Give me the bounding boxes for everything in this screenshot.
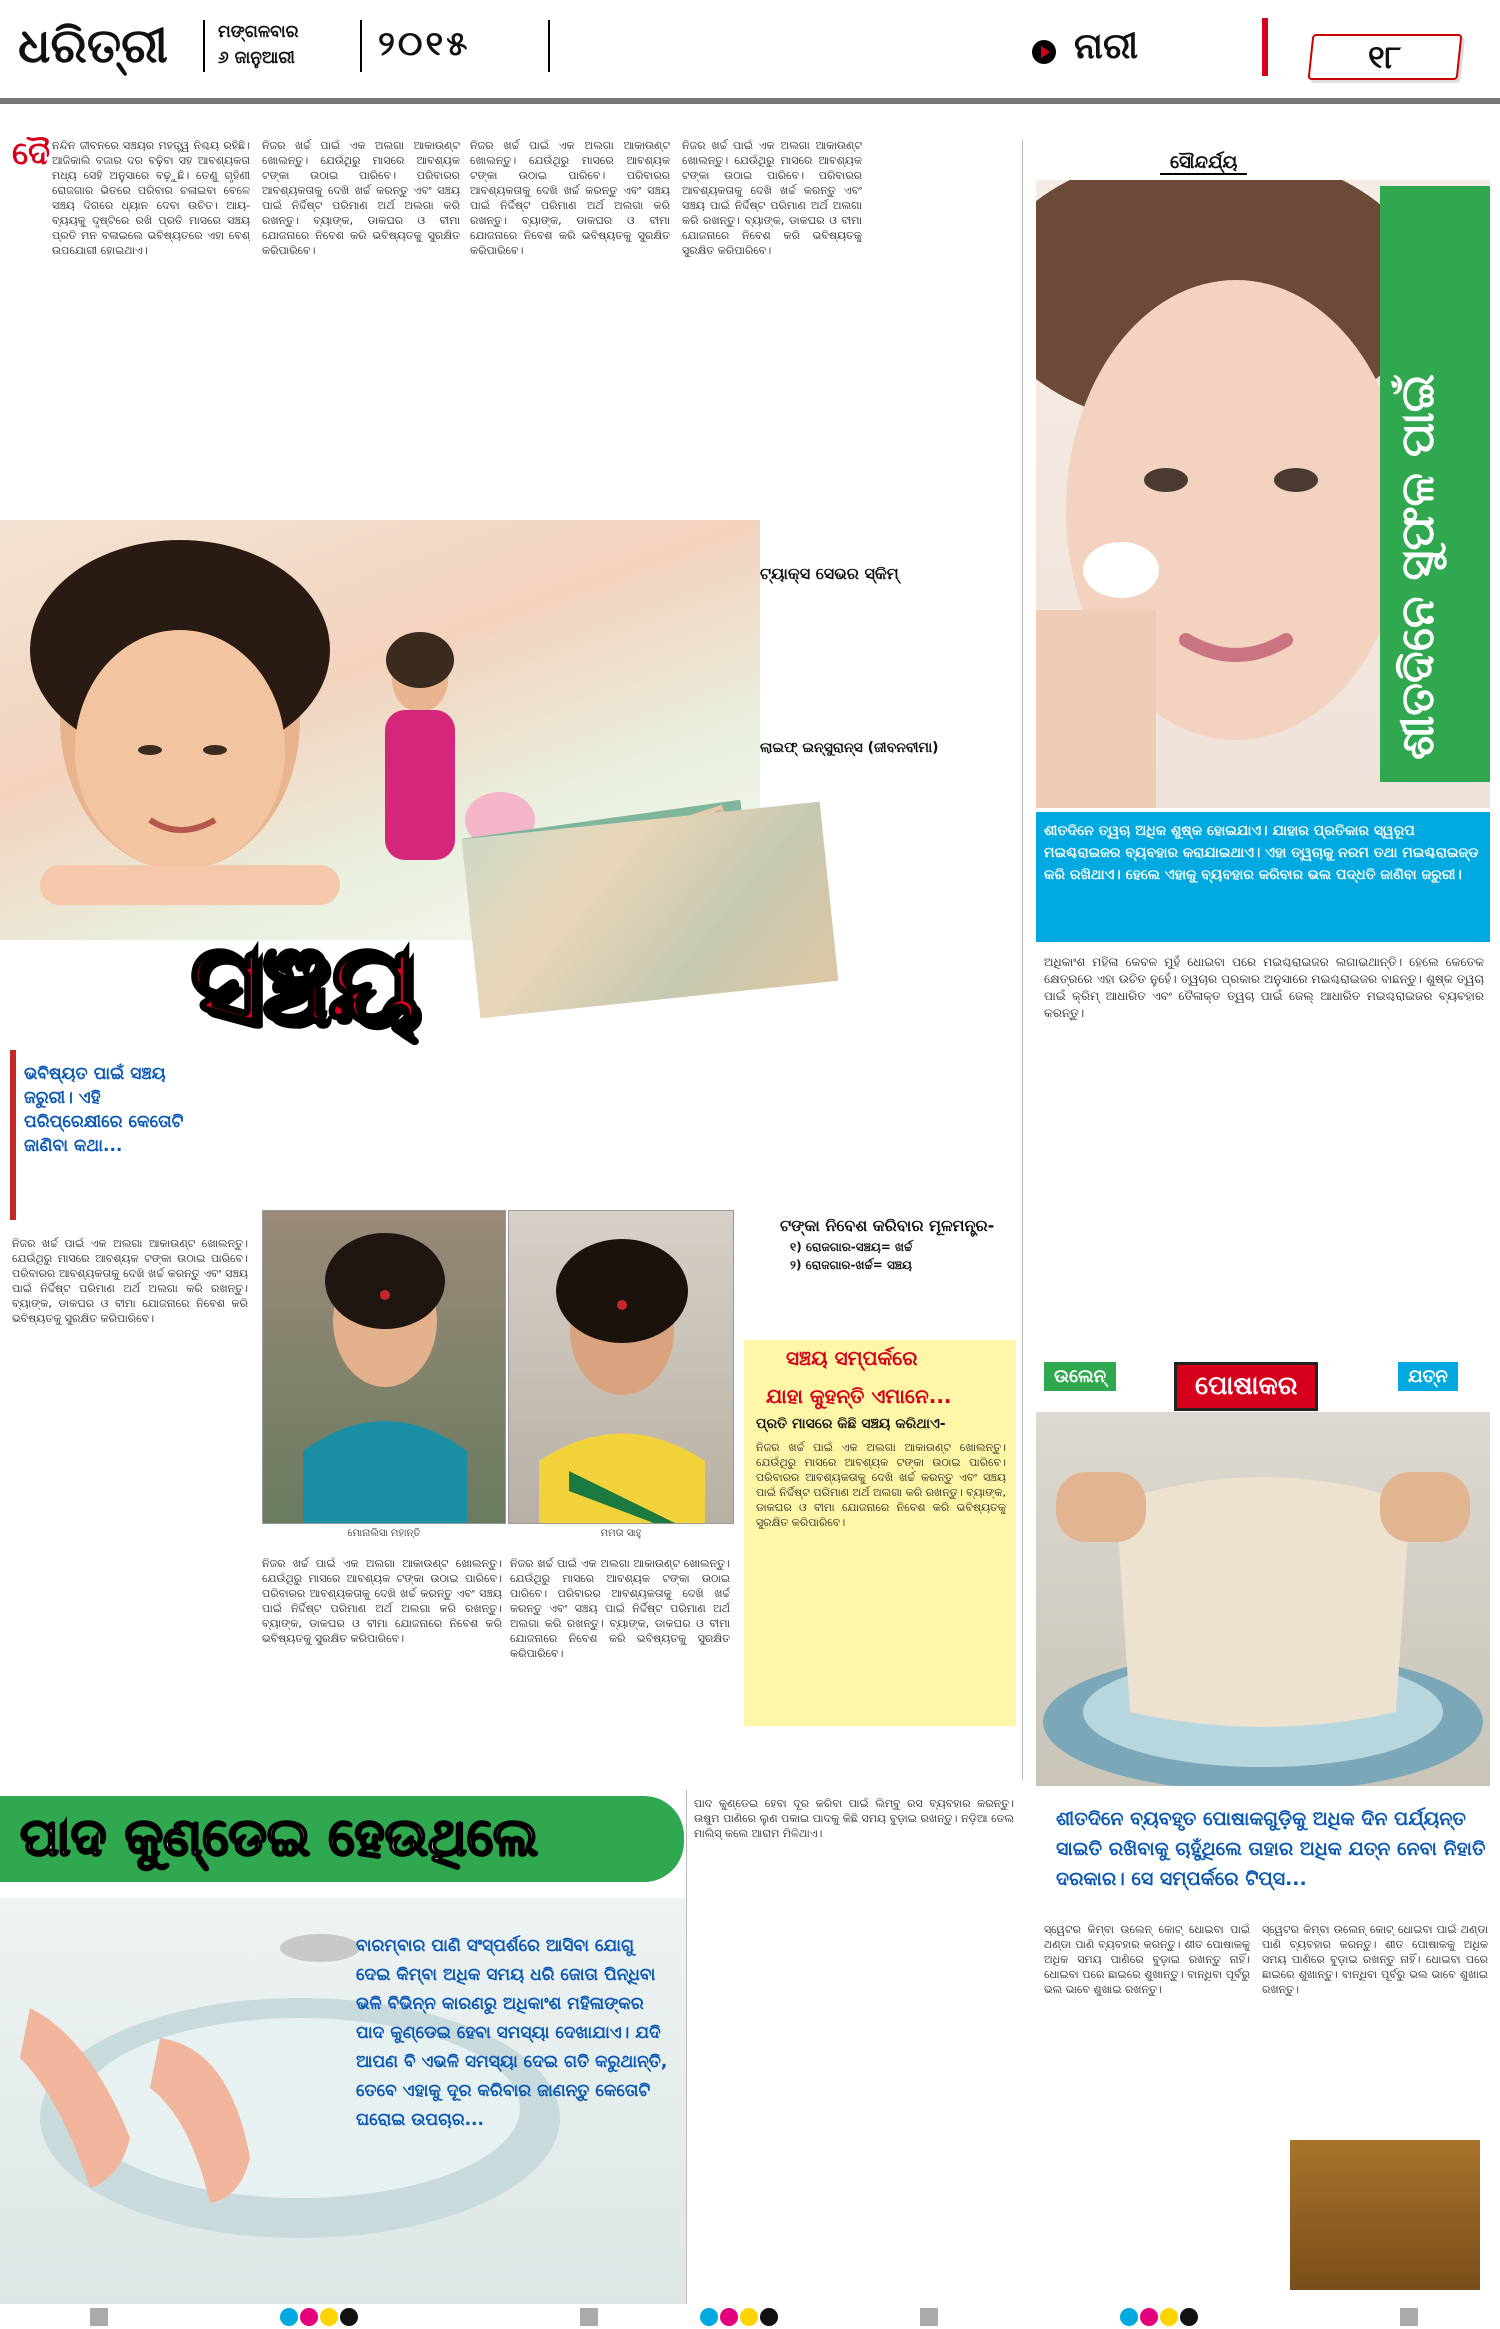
grey-block <box>90 2308 110 2329</box>
woolen-tag-1: ଉଲେନ୍ <box>1044 1362 1116 1391</box>
masthead-divider <box>360 20 362 72</box>
savings-column-4: ନିଜର ଖର୍ଚ୍ଚ ପାଇଁ ଏକ ଅଲଗା ଆକାଉଣ୍ଟ ଖୋଲନ୍ତୁ। ଯେଉଁଥିରୁ ମାସରେ ଆବଶ୍ୟକ ଟଙ୍କା ଉଠାଇ ପାରିବେ। ପରିବାରର ଆବଶ୍ୟକତାକୁ ଦେଖି ଖର୍ଚ୍ଚ କରନ୍ତୁ ଏବଂ ସଞ୍ଚୟ ପାଇଁ ନିର୍ଦ୍ଦିଷ୍ଟ ପରିମାଣ ଅର୍ଥ ଅଲଗା କରି ରଖନ୍ତୁ। ବ୍ୟାଙ୍କ, ଡାକଘର ଓ ବୀମା ଯୋଜନାରେ ନିବେଶ କରି ଭବିଷ୍ୟତକୁ ସୁରକ୍ଷିତ କରିପାରିବେ। <box>682 139 862 257</box>
masthead <box>0 0 1500 104</box>
experts-box-head-2: ଯାହା କୁହନ୍ତି ଏମାନେ... <box>766 1384 952 1408</box>
savings-column-2-lower: ନିଜର ଖର୍ଚ୍ଚ ପାଇଁ ଏକ ଅଲଗା ଆକାଉଣ୍ଟ ଖୋଲନ୍ତୁ। ଯେଉଁଥିରୁ ମାସରେ ଆବଶ୍ୟକ ଟଙ୍କା ଉଠାଇ ପାରିବେ। ପରିବାରର ଆବଶ୍ୟକତାକୁ ଦେଖି ଖର୍ଚ୍ଚ କରନ୍ତୁ ଏବଂ ସଞ୍ଚୟ ପାଇଁ ନିର୍ଦ୍ଦିଷ୍ଟ ପରିମାଣ ଅର୍ଥ ଅଲଗା କରି ରଖନ୍ତୁ। ବ୍ୟାଙ୍କ, ଡାକଘର ଓ ବୀମା ଯୋଜନାରେ ନିବେଶ କରି ଭବିଷ୍ୟତକୁ ସୁରକ୍ଷିତ କରିପାରିବେ। <box>262 1557 502 1645</box>
cmyk-dots <box>1120 2308 1200 2329</box>
woolen-intro: ଶୀତଦିନେ ବ୍ୟବହୃତ ପୋଷାକଗୁଡ଼ିକୁ ଅଧିକ ଦିନ ପର୍ଯ୍ୟନ୍ତ ସାଇତି ରଖିବାକୁ ଚାହୁଁଥିଲେ ତାହାର ଅଧିକ ଯତ୍ନ ନେବା ନିହାତି ଦରକାର। ସେ ସମ୍ପର୍କରେ ଟିପ୍ସ... <box>1056 1808 1486 1890</box>
experts-box-text: ନିଜର ଖର୍ଚ୍ଚ ପାଇଁ ଏକ ଅଲଗା ଆକାଉଣ୍ଟ ଖୋଲନ୍ତୁ। ଯେଉଁଥିରୁ ମାସରେ ଆବଶ୍ୟକ ଟଙ୍କା ଉଠାଇ ପାରିବେ। ପରିବାରର ଆବଶ୍ୟକତାକୁ ଦେଖି ଖର୍ଚ୍ଚ କରନ୍ତୁ ଏବଂ ସଞ୍ଚୟ ପାଇଁ ନିର୍ଦ୍ଦିଷ୍ଟ ପରିମାଣ ଅର୍ଥ ଅଲଗା କରି ରଖନ୍ତୁ। ବ୍ୟାଙ୍କ, ଡାକଘର ଓ ବୀମା ଯୋଜନାରେ ନିବେଶ କରି ଭବିଷ୍ୟତକୁ ସୁରକ୍ଷିତ କରିପାରିବେ। <box>756 1441 1006 1529</box>
mantra-1: ୧) ରୋଜଗାର-ସଞ୍ଚୟ= ଖର୍ଚ୍ଚ <box>790 1240 913 1254</box>
woolen-garment-image <box>1036 1412 1490 1786</box>
woolen-tag-3: ଯତ୍ନ <box>1398 1362 1458 1391</box>
woolen-body-left: ସ୍ୱେଟର କିମ୍ବା ଉଲେନ୍ କୋଟ୍ ଧୋଇବା ପାଇଁ ଥଣ୍ଡା ପାଣି ବ୍ୟବହାର କରନ୍ତୁ। ଶୀତ ପୋଷାକକୁ ଅଧିକ ସମୟ ପାଣିରେ ବୁଡ଼ାଇ ରଖନ୍ତୁ ନାହିଁ। ଧୋଇବା ପରେ ଛାଇରେ ଶୁଖାନ୍ତୁ। ବାନ୍ଧିବା ପୂର୍ବରୁ ଭଲ ଭାବେ ଶୁଖାଇ ରଖନ୍ତୁ। <box>1044 1923 1250 1996</box>
experts-box-lead: ପ୍ରତି ମାସରେ କିଛି ସଞ୍ଚୟ କରିଥାଏ- <box>756 1416 946 1432</box>
feet-body: ପାଦ କୁଣ୍ଡେଇ ହେବା ଦୂର କରିବା ପାଇଁ ଲିମ୍ବୁ ରସ ବ୍ୟବହାର କରନ୍ତୁ। ଉଷୁମ ପାଣିରେ ଲୁଣ ପକାଇ ପାଦକୁ କିଛି ସମୟ ବୁଡ଼ାଇ ରଖନ୍ତୁ। ନଡ଼ିଆ ତେଲ ମାଲିସ୍ କଲେ ଆରାମ ମିଳିଥାଏ। <box>694 1797 1014 1840</box>
column-rule <box>686 1790 687 2304</box>
savings-deck: ଭବିଷ୍ୟତ ପାଇଁ ସଞ୍ଚୟ ଜରୁରୀ। ଏହି ପରିପ୍ରେକ୍ଷୀରେ କେତୋଟି ଜାଣିବା କଥା... <box>24 1064 184 1156</box>
life-insurance-subhead: ଲାଇଫ୍ ଇନ୍ସୁରାନ୍ସ (ଜୀବନବୀମା) <box>760 740 939 756</box>
tax-saver-subhead: ଟ୍ୟାକ୍ସ ସେଭର ସ୍କିମ୍ <box>760 564 899 583</box>
cmyk-dots <box>280 2308 360 2329</box>
feet-deck: ବାରମ୍ବାର ପାଣି ସଂସ୍ପର୍ଶରେ ଆସିବା ଯୋଗୁ ଦେଇ କିମ୍ବା ଅଧିକ ସମୟ ଧରି ଜୋତା ପିନ୍ଧିବା ଭଳି ବିଭିନ୍ନ କାରଣରୁ ଅଧିକାଂଶ ମହିଳାଙ୍କର ପାଦ କୁଣ୍ଡେଇ ହେବା ସମସ୍ୟା ଦେଖାଯାଏ। ଯଦି ଆପଣ ବି ଏଭଳି ସମସ୍ୟା ଦେଇ ଗତି କରୁଥାନ୍ତି, ତେବେ ଏହାକୁ ଦୂର କରିବାର ଜାଣନ୍ତୁ କେତୋଟି ଘରୋଇ ଉପଚାର... <box>356 1936 668 2130</box>
grey-block <box>920 2308 940 2329</box>
investment-mantra-subhead: ଟଙ୍କା ନିବେଶ କରିବାର ମୂଳମନ୍ତ୍ର- <box>780 1216 995 1235</box>
expert-caption-2: ମମତା ସାହୁ <box>600 1528 642 1539</box>
savings-intro: ନନ୍ଦିନ ଜୀବନରେ ସଞ୍ଚୟର ମହତ୍ତ୍ୱ ନିଶ୍ଚୟ ରହିଛି। ଆଜିକାଲି ବଜାର ଦର ବଢ଼ିବା ସହ ଆବଶ୍ୟକତା ମଧ୍ୟ ସେହି ଅନୁସାରେ ବଢ଼ୁଛି। ତେଣୁ ଗୃହିଣୀ ରୋଜଗାର ଭିତରେ ପରିବାର ଚଳାଇବା ବେଳେ ସଞ୍ଚୟ ଦିଗରେ ଧ୍ୟାନ ଦେବା ଉଚିତ। ଆୟ-ବ୍ୟୟକୁ ଦୃଷ୍ଟିରେ ରଖି ପ୍ରତି ମାସରେ ସଞ୍ଚୟ ପ୍ରତି ମନ ବଳାଇଲେ ଭବିଷ୍ୟତରେ ଏହା ବେଶ୍ ଉପଯୋଗୀ ହୋଇଥାଏ। <box>52 139 250 257</box>
print-registration-marks <box>0 2308 1500 2329</box>
woolen-body-right: ସ୍ୱେଟର କିମ୍ବା ଉଲେନ୍ କୋଟ୍ ଧୋଇବା ପାଇଁ ଥଣ୍ଡା ପାଣି ବ୍ୟବହାର କରନ୍ତୁ। ଶୀତ ପୋଷାକକୁ ଅଧିକ ସମୟ ପାଣିରେ ବୁଡ଼ାଇ ରଖନ୍ତୁ ନାହିଁ। ଧୋଇବା ପରେ ଛାଇରେ ଶୁଖାନ୍ତୁ। ବାନ୍ଧିବା ପୂର୍ବରୁ ଭଲ ଭାବେ ଶୁଖାଇ ରଖନ୍ତୁ। <box>1262 1923 1488 1996</box>
logo: ଧରିତ୍ରୀ <box>18 18 168 74</box>
beauty-intro: ଶୀତଦିନେ ତ୍ୱଚା ଅଧିକ ଶୁଷ୍କ ହୋଇଯାଏ। ଯାହାର ପ୍ରତିକାର ସ୍ୱରୂପ ମଇଶ୍ଚରାଇଜର ବ୍ୟବହାର କରାଯାଇଥାଏ। ଏହା ତ୍ୱଚାକୁ ନରମ ତଥା ମଇଶ୍ଚରାଇଜ୍ଡ କରି ରଖିଥାଏ। ହେଲେ ଏହାକୁ ବ୍ୟବହାର କରିବାର ଭଲ ପଦ୍ଧତି ଜାଣିବା ଜରୁରୀ। <box>1036 812 1490 942</box>
expert-caption-1: ମୋନାଲିସା ମହାନ୍ତି <box>347 1528 421 1539</box>
currency-notes-image <box>462 802 839 1019</box>
feet-headline: ପାଦ କୁଣ୍ଡେଇ ହେଉଥିଲେ <box>20 1808 539 1868</box>
section-rule <box>1262 18 1268 76</box>
year-label: ୨୦୧୫ <box>378 24 471 64</box>
beauty-vertical-title: ଶୀତଦିନେ ସୁଫଳ ପାଇଁ <box>1390 374 1444 760</box>
expert-photo-2 <box>508 1210 734 1524</box>
beauty-body: ଅଧିକାଂଶ ମହିଳା କେବଳ ମୁହଁ ଧୋଇବା ପରେ ମଇଶ୍ଚରାଇଜର ଲଗାଇଥାନ୍ତି। ହେଲେ କେତେକ କ୍ଷେତ୍ରରେ ଏହା ଉଚିତ ନୁହେଁ। ତ୍ୱଚାର ପ୍ରକାର ଅନୁସାରେ ମଇଶ୍ଚରାଇଜର ବାଛନ୍ତୁ। ଶୁଷ୍କ ତ୍ୱଚା ପାଇଁ କ୍ରିମ୍ ଆଧାରିତ ଏବଂ ତୈଳାକ୍ତ ତ୍ୱଚା ପାଇଁ ଜେଲ୍ ଆଧାରିତ ମଇଶ୍ଚରାଇଜର ବ୍ୟବହାର କରନ୍ତୁ। <box>1044 955 1484 1020</box>
savings-column-3: ନିଜର ଖର୍ଚ୍ଚ ପାଇଁ ଏକ ଅଲଗା ଆକାଉଣ୍ଟ ଖୋଲନ୍ତୁ। ଯେଉଁଥିରୁ ମାସରେ ଆବଶ୍ୟକ ଟଙ୍କା ଉଠାଇ ପାରିବେ। ପରିବାରର ଆବଶ୍ୟକତାକୁ ଦେଖି ଖର୍ଚ୍ଚ କରନ୍ତୁ ଏବଂ ସଞ୍ଚୟ ପାଇଁ ନିର୍ଦ୍ଦିଷ୍ଟ ପରିମାଣ ଅର୍ଥ ଅଲଗା କରି ରଖନ୍ତୁ। ବ୍ୟାଙ୍କ, ଡାକଘର ଓ ବୀମା ଯୋଜନାରେ ନିବେଶ କରି ଭବିଷ୍ୟତକୁ ସୁରକ୍ଷିତ କରିପାରିବେ। <box>470 139 670 257</box>
date-label: ୬ ଜାନୁଆରୀ <box>218 48 295 68</box>
woolen-tag-2: ପୋଷାକର <box>1174 1362 1318 1411</box>
section-label: ନାରୀ <box>1074 26 1139 67</box>
masthead-divider <box>203 20 205 72</box>
cmyk-dots <box>700 2308 780 2329</box>
savings-drop-cap: ଦୈ <box>12 134 51 172</box>
deck-rule <box>10 1050 16 1220</box>
mantra-2: ୨) ରୋଜଗାର-ଖର୍ଚ୍ଚ= ସଞ୍ଚୟ <box>790 1258 912 1272</box>
play-icon <box>1032 40 1056 64</box>
column-rule <box>1022 140 1023 1780</box>
grey-block <box>580 2308 600 2329</box>
page-number: ୧୮ <box>1368 38 1402 76</box>
masthead-divider <box>548 20 550 72</box>
grey-block <box>1400 2308 1420 2329</box>
experts-box-head-1: ସଞ୍ଚୟ ସମ୍ପର୍କରେ <box>786 1346 918 1370</box>
savings-headline: ସଞ୍ଚୟ <box>190 918 419 1047</box>
savings-column-left-lower: ନିଜର ଖର୍ଚ୍ଚ ପାଇଁ ଏକ ଅଲଗା ଆକାଉଣ୍ଟ ଖୋଲନ୍ତୁ। ଯେଉଁଥିରୁ ମାସରେ ଆବଶ୍ୟକ ଟଙ୍କା ଉଠାଇ ପାରିବେ। ପରିବାରର ଆବଶ୍ୟକତାକୁ ଦେଖି ଖର୍ଚ୍ଚ କରନ୍ତୁ ଏବଂ ସଞ୍ଚୟ ପାଇଁ ନିର୍ଦ୍ଦିଷ୍ଟ ପରିମାଣ ଅର୍ଥ ଅଲଗା କରି ରଖନ୍ତୁ। ବ୍ୟାଙ୍କ, ଡାକଘର ଓ ବୀମା ଯୋଜନାରେ ନିବେଶ କରି ଭବିଷ୍ୟତକୁ ସୁରକ୍ଷିତ କରିପାରିବେ। <box>12 1237 248 1325</box>
sweater-image <box>1290 2140 1480 2290</box>
expert-photo-1 <box>262 1210 506 1524</box>
day-label: ମଙ୍ଗଳବାର <box>218 22 299 42</box>
savings-column-2: ନିଜର ଖର୍ଚ୍ଚ ପାଇଁ ଏକ ଅଲଗା ଆକାଉଣ୍ଟ ଖୋଲନ୍ତୁ। ଯେଉଁଥିରୁ ମାସରେ ଆବଶ୍ୟକ ଟଙ୍କା ଉଠାଇ ପାରିବେ। ପରିବାରର ଆବଶ୍ୟକତାକୁ ଦେଖି ଖର୍ଚ୍ଚ କରନ୍ତୁ ଏବଂ ସଞ୍ଚୟ ପାଇଁ ନିର୍ଦ୍ଦିଷ୍ଟ ପରିମାଣ ଅର୍ଥ ଅଲଗା କରି ରଖନ୍ତୁ। ବ୍ୟାଙ୍କ, ଡାକଘର ଓ ବୀମା ଯୋଜନାରେ ନିବେଶ କରି ଭବିଷ୍ୟତକୁ ସୁରକ୍ଷିତ କରିପାରିବେ। <box>262 139 460 257</box>
masthead-rule <box>0 98 1500 104</box>
beauty-tag: ସୌନ୍ଦର୍ଯ୍ୟ <box>1160 152 1247 175</box>
savings-column-3-lower: ନିଜର ଖର୍ଚ୍ଚ ପାଇଁ ଏକ ଅଲଗା ଆକାଉଣ୍ଟ ଖୋଲନ୍ତୁ। ଯେଉଁଥିରୁ ମାସରେ ଆବଶ୍ୟକ ଟଙ୍କା ଉଠାଇ ପାରିବେ। ପରିବାରର ଆବଶ୍ୟକତାକୁ ଦେଖି ଖର୍ଚ୍ଚ କରନ୍ତୁ ଏବଂ ସଞ୍ଚୟ ପାଇଁ ନିର୍ଦ୍ଦିଷ୍ଟ ପରିମାଣ ଅର୍ଥ ଅଲଗା କରି ରଖନ୍ତୁ। ବ୍ୟାଙ୍କ, ଡାକଘର ଓ ବୀମା ଯୋଜନାରେ ନିବେଶ କରି ଭବିଷ୍ୟତକୁ ସୁରକ୍ଷିତ କରିପାରିବେ। <box>510 1557 730 1660</box>
